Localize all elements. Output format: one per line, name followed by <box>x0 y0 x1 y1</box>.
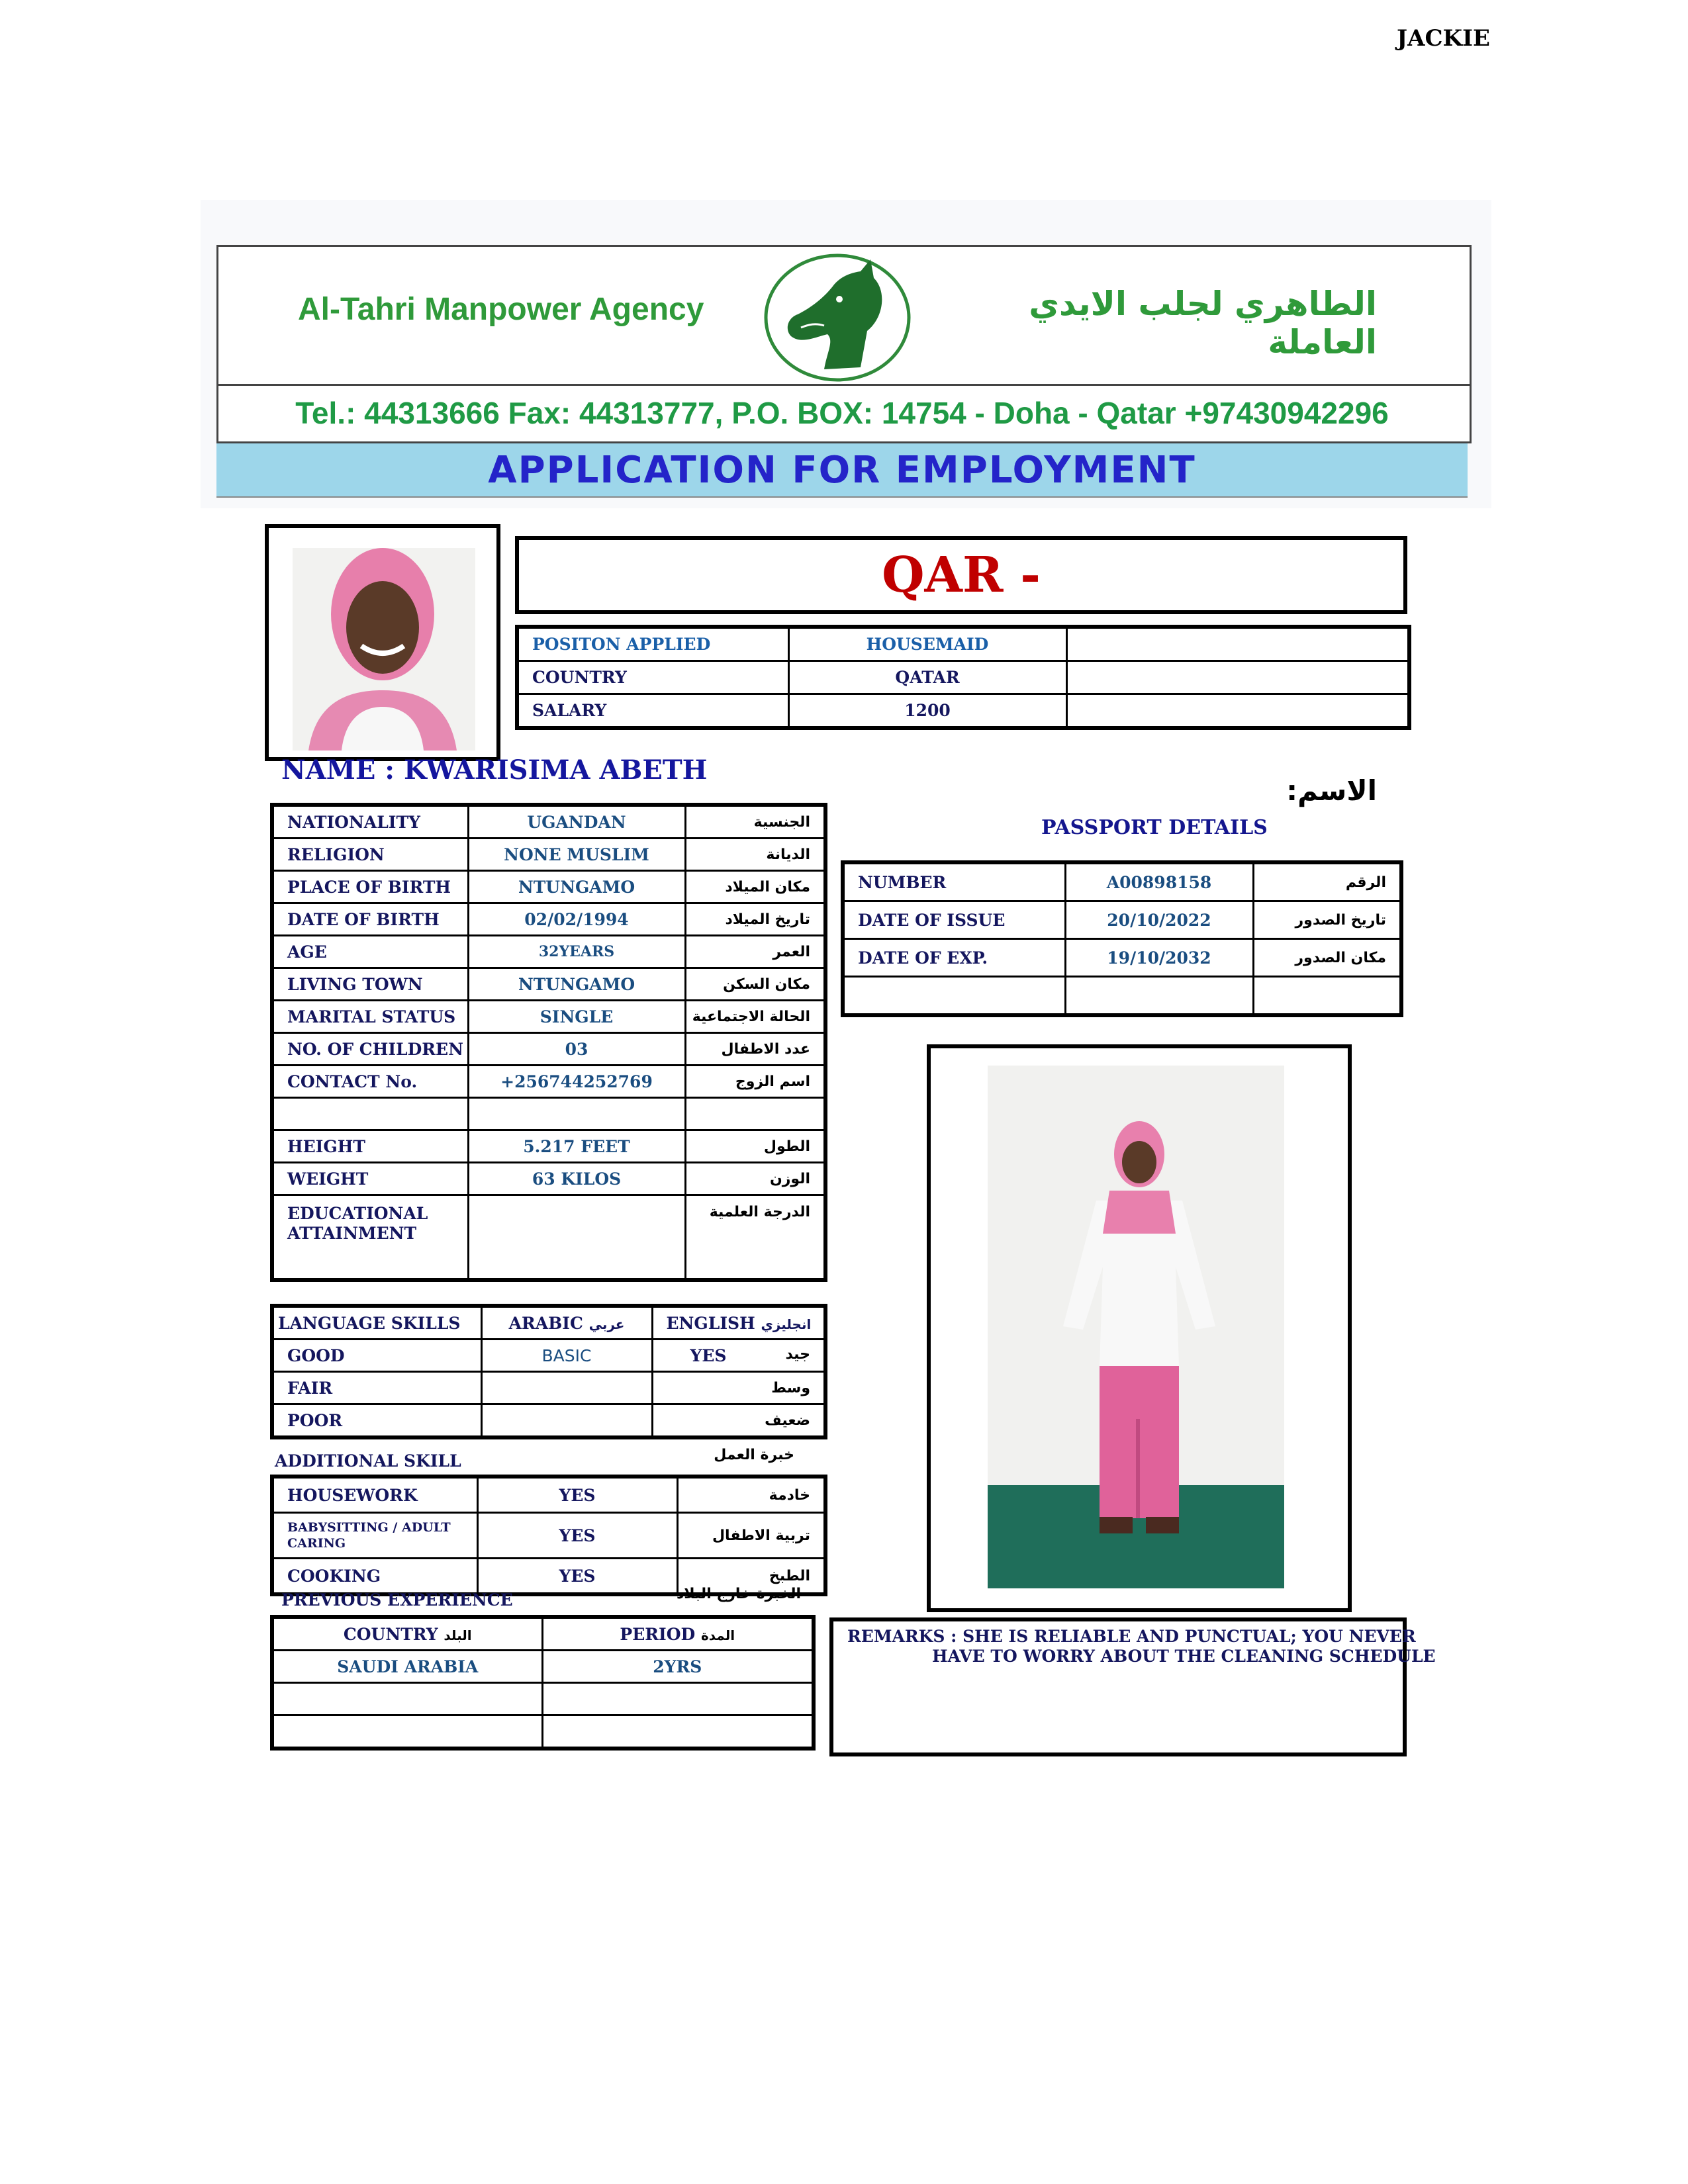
detail-label-ar: مكان السكن <box>685 968 825 1001</box>
applicant-name-label-ar: الاسم: <box>1286 774 1377 807</box>
language-level-ar: جيد <box>785 1345 810 1363</box>
arabic-level <box>481 1372 652 1404</box>
portrait-photo <box>269 528 496 757</box>
english-level <box>652 1404 825 1438</box>
additional-skill-title-ar: خبرة العمل <box>714 1447 794 1463</box>
english-level <box>652 1372 825 1404</box>
language-level: FAIR <box>272 1372 481 1404</box>
table-row <box>272 1683 814 1715</box>
passport-label-ar <box>1253 977 1401 1016</box>
banner-strip <box>216 496 1468 510</box>
passport-table <box>841 860 1403 1017</box>
table-row <box>272 1306 825 1340</box>
agency-name-ar: الطاهري لجلب الايدي العاملة <box>1029 285 1377 361</box>
passport-value: 20/10/2022 <box>1065 901 1253 939</box>
passport-label <box>843 977 1065 1016</box>
table-row <box>517 627 1409 661</box>
detail-label: WEIGHT <box>272 1163 468 1195</box>
language-header-english <box>652 1306 825 1340</box>
language-level: GOOD <box>272 1340 481 1372</box>
detail-label: RELIGION <box>272 839 468 871</box>
skill-label-ar: خادمة <box>677 1477 825 1513</box>
detail-value: 32YEARS <box>468 936 685 968</box>
detail-label-ar: الجنسية <box>685 805 825 839</box>
job-extra <box>1066 627 1409 661</box>
table-row <box>272 1617 814 1651</box>
table-row <box>272 1372 825 1404</box>
english-level <box>652 1340 825 1372</box>
document-owner-label: JACKIE <box>1397 25 1490 52</box>
skill-value: YES <box>477 1477 677 1513</box>
table-row <box>843 862 1401 901</box>
country-header-label: COUNTRY <box>343 1624 438 1644</box>
experience-period <box>542 1683 814 1715</box>
detail-label-ar: الحالة الاجتماعية <box>685 1001 825 1033</box>
table-row <box>272 1001 825 1033</box>
horse-head-icon <box>761 251 914 384</box>
table-row <box>272 903 825 936</box>
country-header-ar: البلد <box>444 1627 472 1643</box>
language-header-label: LANGUAGE SKILLS <box>272 1306 481 1340</box>
detail-label: AGE <box>272 936 468 968</box>
job-extra <box>1066 694 1409 729</box>
experience-period <box>542 1715 814 1749</box>
detail-label: NATIONALITY <box>272 805 468 839</box>
table-row <box>272 1033 825 1066</box>
table-row <box>272 1066 825 1098</box>
detail-value: NTUNGAMO <box>468 871 685 903</box>
skill-label: HOUSEWORK <box>272 1477 477 1513</box>
english-label-ar: انجليزي <box>761 1316 812 1332</box>
detail-value: NONE MUSLIM <box>468 839 685 871</box>
education-label-line: ATTAINMENT <box>287 1224 417 1243</box>
experience-period: 2YRS <box>542 1651 814 1683</box>
agency-contact: Tel.: 44313666 Fax: 44313777, P.O. BOX: 14754 - Doha - Qatar +97430942296 <box>295 396 1389 430</box>
skill-value: YES <box>477 1559 677 1595</box>
passport-label: DATE OF ISSUE <box>843 901 1065 939</box>
job-label: POSITON APPLIED <box>517 627 788 661</box>
detail-value: 03 <box>468 1033 685 1066</box>
skill-label-ar: تربية الاطفال <box>677 1513 825 1559</box>
table-row <box>272 936 825 968</box>
detail-value: +256744252769 <box>468 1066 685 1098</box>
detail-value: SINGLE <box>468 1001 685 1033</box>
applicant-name: NAME : KWARISIMA ABETH <box>281 754 708 786</box>
detail-label: MARITAL STATUS <box>272 1001 468 1033</box>
detail-label-education <box>272 1195 468 1281</box>
portrait-photo-frame <box>265 524 500 761</box>
skill-value: YES <box>477 1513 677 1559</box>
language-header-arabic <box>481 1306 652 1340</box>
table-row <box>843 901 1401 939</box>
detail-label-ar: تاريخ الميلاد <box>685 903 825 936</box>
table-row <box>272 968 825 1001</box>
table-row <box>272 1651 814 1683</box>
previous-experience-table <box>270 1615 816 1751</box>
job-extra <box>1066 661 1409 694</box>
detail-label: PLACE OF BIRTH <box>272 871 468 903</box>
detail-value: 02/02/1994 <box>468 903 685 936</box>
language-skills-table <box>270 1304 827 1439</box>
passport-label-ar: الرقم <box>1253 862 1401 901</box>
experience-country: SAUDI ARABIA <box>272 1651 542 1683</box>
skill-label-line: CARING <box>287 1536 346 1551</box>
passport-label-ar: تاريخ الصدور <box>1253 901 1401 939</box>
remarks-line-2: HAVE TO WORRY ABOUT THE CLEANING SCHEDULE <box>932 1647 1436 1666</box>
detail-label-ar: الديانة <box>685 839 825 871</box>
job-value: QATAR <box>788 661 1066 694</box>
detail-label-ar: عدد الاطفال <box>685 1033 825 1066</box>
detail-label: CONTACT No. <box>272 1066 468 1098</box>
table-row <box>272 1098 825 1130</box>
previous-experience-title: PREVIOUS EXPERIENCE <box>281 1590 513 1610</box>
experience-country <box>272 1715 542 1749</box>
table-row <box>843 977 1401 1016</box>
job-label: COUNTRY <box>517 661 788 694</box>
period-header <box>542 1617 814 1651</box>
table-row <box>272 1163 825 1195</box>
skill-label <box>272 1513 477 1559</box>
detail-label-ar: اسم الزوج <box>685 1066 825 1098</box>
arabic-label-ar: عربي <box>588 1316 625 1332</box>
language-level-ar: وسط <box>771 1379 810 1396</box>
detail-value: 63 KILOS <box>468 1163 685 1195</box>
detail-label-ar: الطول <box>685 1130 825 1163</box>
detail-value: 5.217 FEET <box>468 1130 685 1163</box>
table-row <box>272 1130 825 1163</box>
detail-label <box>272 1098 468 1130</box>
passport-value: 19/10/2032 <box>1065 939 1253 977</box>
english-value: YES <box>690 1345 727 1365</box>
english-label: ENGLISH <box>666 1313 755 1333</box>
detail-label: HEIGHT <box>272 1130 468 1163</box>
detail-label-ar: الوزن <box>685 1163 825 1195</box>
job-value: HOUSEMAID <box>788 627 1066 661</box>
period-header-ar: المدة <box>700 1627 735 1643</box>
language-level-ar: ضعيف <box>765 1412 810 1429</box>
table-row <box>272 1404 825 1438</box>
table-row <box>272 871 825 903</box>
table-row <box>272 1340 825 1372</box>
form-title: APPLICATION FOR EMPLOYMENT <box>488 449 1196 492</box>
detail-value: UGANDAN <box>468 805 685 839</box>
passport-details-title: PASSPORT DETAILS <box>1041 816 1268 839</box>
arabic-level <box>481 1404 652 1438</box>
passport-value: A00898158 <box>1065 862 1253 901</box>
detail-label-ar: العمر <box>685 936 825 968</box>
arabic-level: BASIC <box>481 1340 652 1372</box>
detail-value <box>468 1195 685 1281</box>
table-row <box>272 1513 825 1559</box>
passport-label-ar: مكان الصدور <box>1253 939 1401 977</box>
experience-country <box>272 1683 542 1715</box>
table-row <box>517 694 1409 729</box>
skill-label: COOKING <box>272 1559 477 1595</box>
table-row <box>272 1715 814 1749</box>
personal-details-table <box>270 803 827 1282</box>
salary-currency-header: QAR - <box>882 547 1041 604</box>
table-row <box>272 1477 825 1513</box>
job-label: SALARY <box>517 694 788 729</box>
additional-skills-table <box>270 1475 827 1596</box>
country-header <box>272 1617 542 1651</box>
full-body-photo <box>931 1048 1348 1608</box>
job-value: 1200 <box>788 694 1066 729</box>
detail-label: NO. OF CHILDREN <box>272 1033 468 1066</box>
previous-experience-title-ar: الخبرة خارج البلاد <box>676 1586 801 1602</box>
detail-label: LIVING TOWN <box>272 968 468 1001</box>
remarks-line-1: REMARKS : SHE IS RELIABLE AND PUNCTUAL; YOU NEVER <box>847 1627 1416 1646</box>
agency-name-en: Al-Tahri Manpower Agency <box>298 292 704 327</box>
passport-label: DATE OF EXP. <box>843 939 1065 977</box>
skill-label-line: BABYSITTING / ADULT <box>287 1520 451 1535</box>
full-body-photo-frame <box>927 1044 1352 1612</box>
detail-label-ar <box>685 1098 825 1130</box>
education-label-line: EDUCATIONAL <box>287 1204 428 1223</box>
detail-value <box>468 1098 685 1130</box>
detail-label: DATE OF BIRTH <box>272 903 468 936</box>
table-row <box>272 1195 825 1281</box>
skill-label-ar: الطبخ <box>677 1559 825 1595</box>
arabic-label: ARABIC <box>508 1313 583 1333</box>
detail-value: NTUNGAMO <box>468 968 685 1001</box>
table-row <box>517 661 1409 694</box>
passport-value <box>1065 977 1253 1016</box>
period-header-label: PERIOD <box>620 1624 696 1644</box>
table-row <box>272 839 825 871</box>
detail-label-ar: مكان الميلاد <box>685 871 825 903</box>
detail-label-ar: الدرجة العلمية <box>685 1195 825 1281</box>
additional-skill-title: ADDITIONAL SKILL <box>275 1451 461 1471</box>
table-row <box>843 939 1401 977</box>
language-level: POOR <box>272 1404 481 1438</box>
job-table <box>515 625 1411 730</box>
table-row <box>272 805 825 839</box>
passport-label: NUMBER <box>843 862 1065 901</box>
